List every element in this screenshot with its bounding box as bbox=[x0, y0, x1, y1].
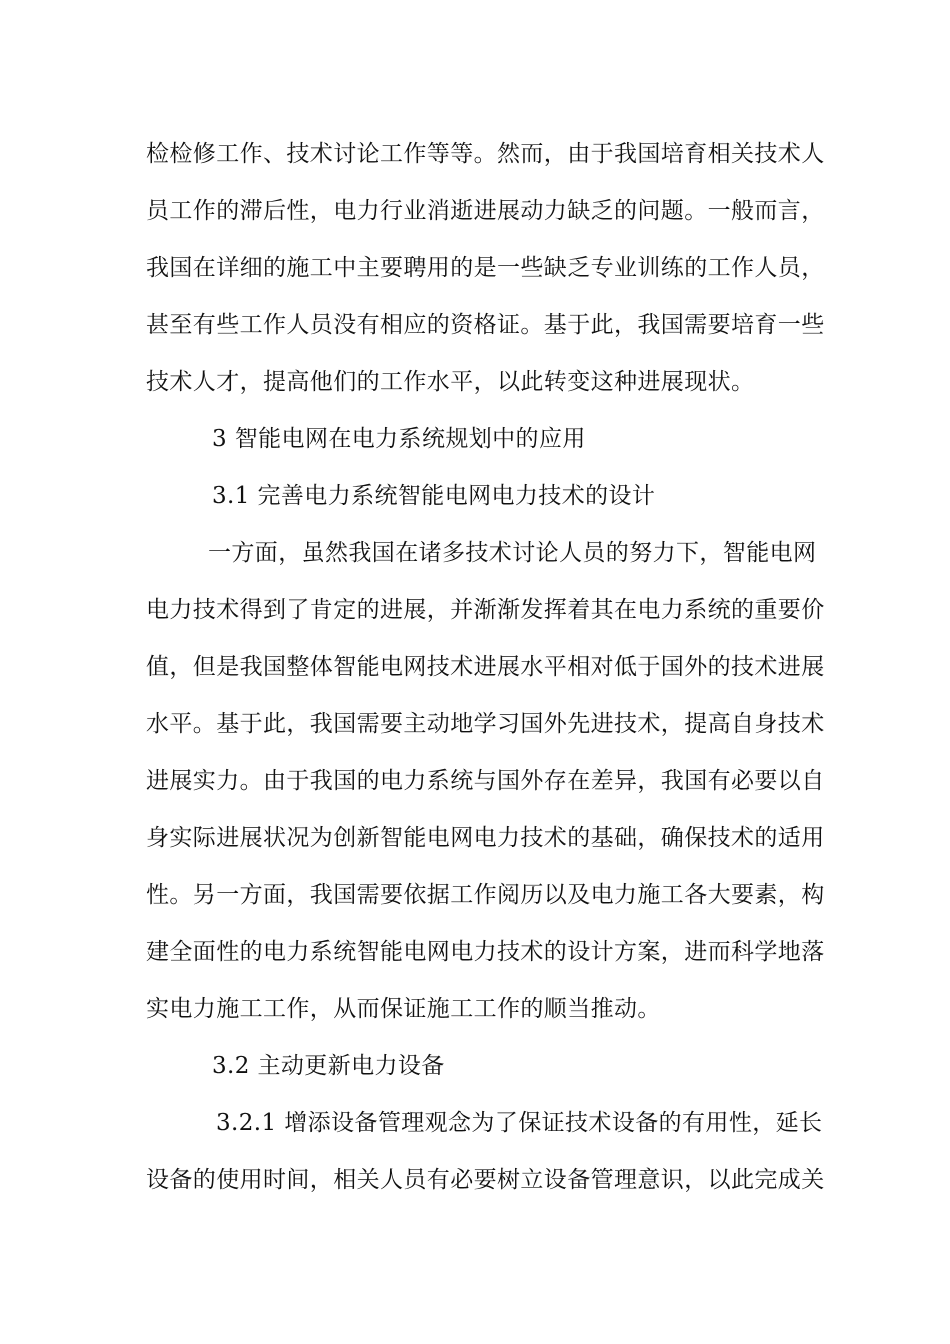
subsection-heading: 3.1 完善电力系统智能电网电力技术的设计 bbox=[212, 483, 656, 509]
paragraph-line: 性。另一方面，我国需要依据工作阅历以及电力施工各大要素，构 bbox=[146, 882, 825, 908]
section-heading: 3 智能电网在电力系统规划中的应用 bbox=[212, 426, 586, 452]
paragraph-line: 建全面性的电力系统智能电网电力技术的设计方案，进而科学地落 bbox=[146, 939, 825, 965]
paragraph-line: 员工作的滞后性，电力行业消逝进展动力缺乏的问题。一般而言， bbox=[146, 198, 825, 224]
paragraph-line: 进展实力。由于我国的电力系统与国外存在差异，我国有必要以自 bbox=[146, 768, 825, 794]
paragraph-line: 实电力施工工作，从而保证施工工作的顺当推动。 bbox=[146, 996, 661, 1022]
paragraph-line: 电力技术得到了肯定的进展，并渐渐发挥着其在电力系统的重要价 bbox=[146, 597, 825, 623]
paragraph-line: 一方面，虽然我国在诸多技术讨论人员的努力下，智能电网 bbox=[208, 540, 817, 566]
paragraph-line: 设备的使用时间，相关人员有必要树立设备管理意识，以此完成关 bbox=[146, 1167, 825, 1193]
paragraph-line: 技术人才，提高他们的工作水平，以此转变这种进展现状。 bbox=[146, 369, 755, 395]
paragraph-line: 3.2.1 增添设备管理观念为了保证技术设备的有用性，延长 bbox=[216, 1110, 823, 1136]
paragraph-line: 水平。基于此，我国需要主动地学习国外先进技术，提高自身技术 bbox=[146, 711, 825, 737]
paragraph-line: 值，但是我国整体智能电网技术进展水平相对低于国外的技术进展 bbox=[146, 654, 825, 680]
paragraph-line: 身实际进展状况为创新智能电网电力技术的基础，确保技术的适用 bbox=[146, 825, 825, 851]
subsection-heading: 3.2 主动更新电力设备 bbox=[212, 1053, 445, 1079]
paragraph-line: 检检修工作、技术讨论工作等等。然而，由于我国培育相关技术人 bbox=[146, 141, 825, 167]
paragraph-line: 我国在详细的施工中主要聘用的是一些缺乏专业训练的工作人员， bbox=[146, 255, 825, 281]
paragraph-line: 甚至有些工作人员没有相应的资格证。基于此，我国需要培育一些 bbox=[146, 312, 825, 338]
